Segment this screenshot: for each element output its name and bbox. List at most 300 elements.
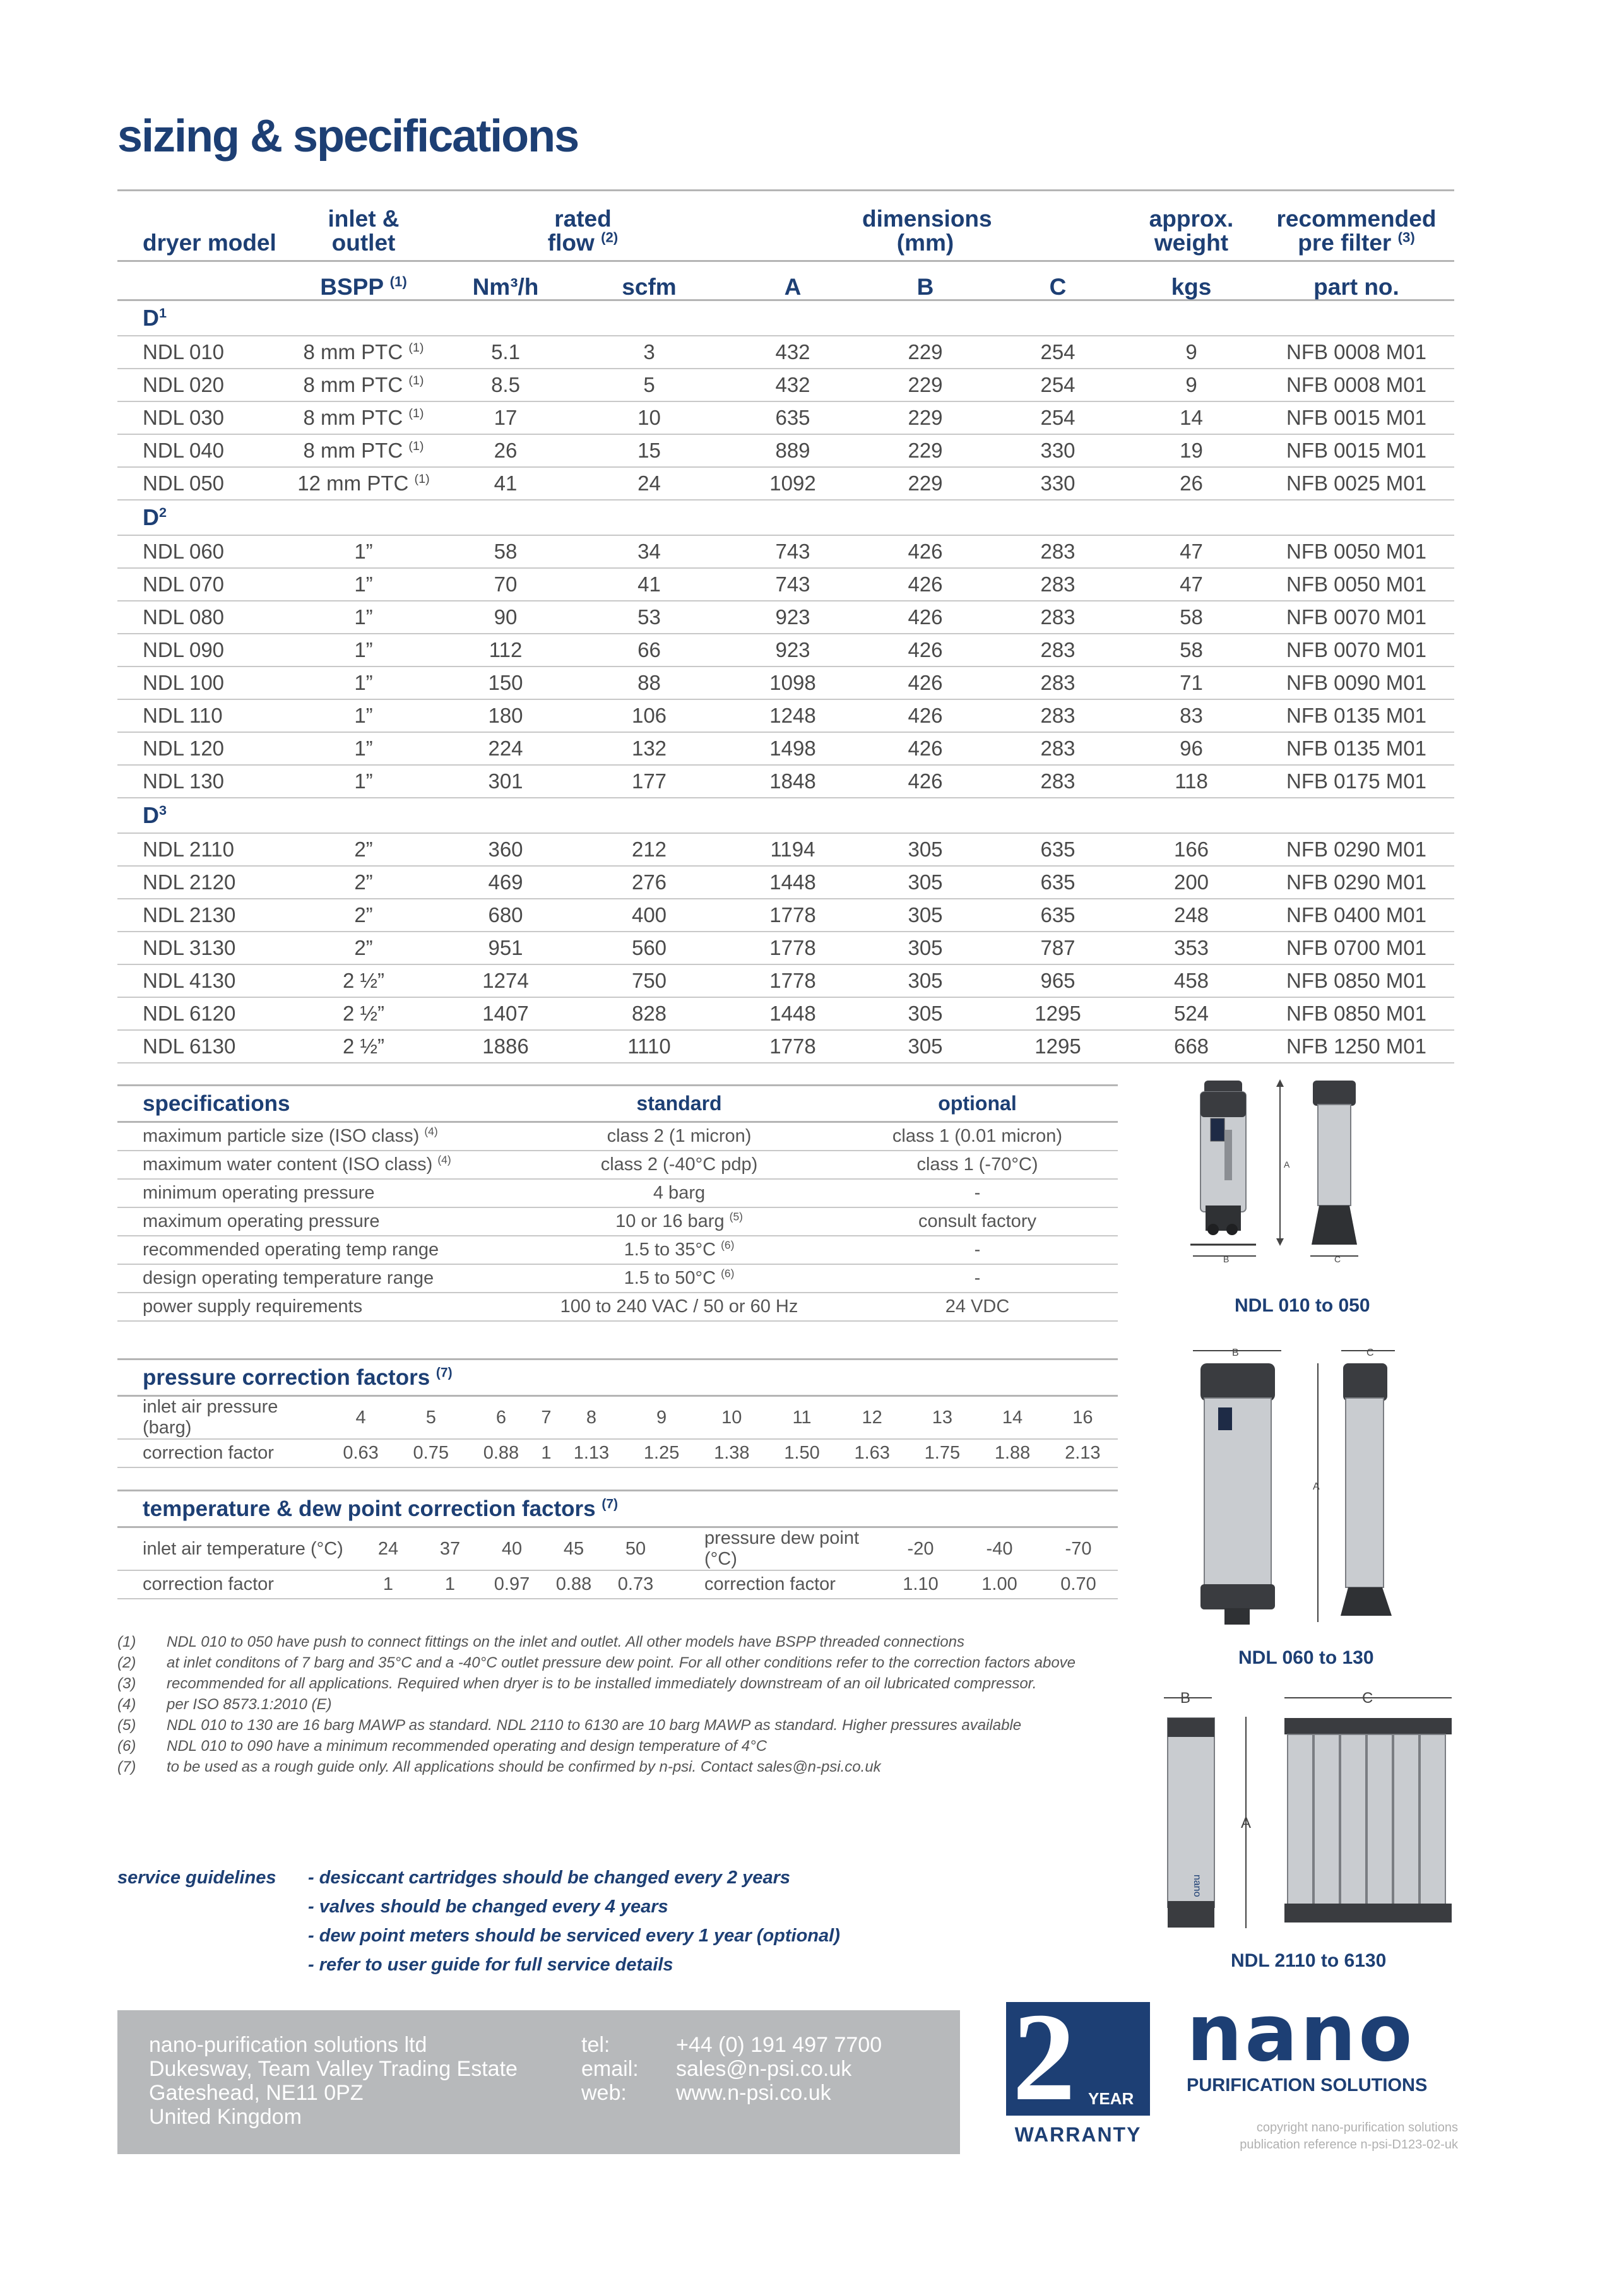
cell-inlet: 2”	[288, 833, 439, 866]
group-label: $D^3$	[117, 798, 1454, 833]
table-row	[117, 467, 1454, 500]
cell-part: NFB 0050 M01	[1259, 535, 1454, 568]
cell-b: 305	[859, 1030, 992, 1063]
footnote-text: NDL 010 to 130 are 16 barg MAWP as standard. NDL 2110 to 6130 are 10 barg MAWP as standard. Higher pressures available	[167, 1717, 1022, 1734]
temperature-label: inlet air temperature (°C)	[117, 1527, 357, 1571]
footnote-number: (2)	[117, 1654, 136, 1671]
table-row	[117, 634, 1454, 666]
sizing-table	[117, 189, 1454, 1063]
cell-model: NDL 6120	[117, 997, 288, 1030]
cell-model: NDL 4130	[117, 964, 288, 997]
cell-model: NDL 120	[117, 732, 288, 765]
cell-scfm: 88	[572, 666, 726, 699]
cell-c: 283	[992, 666, 1124, 699]
table-row	[117, 997, 1454, 1030]
cell-scfm: 15	[572, 434, 726, 467]
cell-nm3h: 58	[439, 535, 572, 568]
pressure-value: 12	[837, 1396, 907, 1440]
spec-label: recommended operating temp range	[117, 1236, 521, 1264]
spec-optional: consult factory	[837, 1207, 1118, 1236]
fig2-dim-b: B	[1232, 1348, 1239, 1358]
cell-part: NFB 0015 M01	[1259, 401, 1454, 434]
dew-value: -70	[1039, 1527, 1118, 1571]
spec-standard: class 2 (-40°C pdp)	[521, 1151, 837, 1179]
cell-model: NDL 010	[117, 336, 288, 369]
cell-inlet: 2 ½”	[288, 1030, 439, 1063]
cell-a: 1848	[726, 765, 859, 798]
cell-a: 743	[726, 568, 859, 601]
table-row	[117, 601, 1454, 634]
cell-part: NFB 0290 M01	[1259, 866, 1454, 899]
footer-address-box	[117, 2010, 960, 2154]
cell-a: 1778	[726, 964, 859, 997]
dew-factor: 1.00	[960, 1570, 1039, 1599]
cell-a: 743	[726, 535, 859, 568]
cell-inlet: 8 mm PTC $^{(1)}$	[288, 369, 439, 401]
cell-b: 305	[859, 899, 992, 932]
contact-key: email:	[581, 2057, 639, 2081]
table-row	[117, 765, 1454, 798]
cell-scfm: 3	[572, 336, 726, 369]
copyright-line: copyright nano-purification solutions	[1256, 2121, 1458, 2135]
cell-part: NFB 0050 M01	[1259, 568, 1454, 601]
cell-model: NDL 020	[117, 369, 288, 401]
pressure-value: 11	[767, 1396, 837, 1440]
address-line: United Kingdom	[149, 2105, 302, 2129]
col-optional: optional	[837, 1086, 1118, 1122]
cell-part: NFB 0850 M01	[1259, 997, 1454, 1030]
contact-value[interactable]: sales@n-psi.co.uk	[676, 2057, 852, 2081]
dew-value: -20	[881, 1527, 960, 1571]
cell-c: 283	[992, 732, 1124, 765]
temperature-factor-label: correction factor	[117, 1570, 357, 1599]
table-row	[117, 699, 1454, 732]
address-line: nano-purification solutions ltd	[149, 2033, 427, 2057]
cell-part: NFB 0015 M01	[1259, 434, 1454, 467]
fig3-dim-b: B	[1180, 1690, 1191, 1707]
cell-model: NDL 040	[117, 434, 288, 467]
pressure-value: 10	[697, 1396, 767, 1440]
cell-c: 283	[992, 699, 1124, 732]
cell-nm3h: 26	[439, 434, 572, 467]
cell-nm3h: 951	[439, 932, 572, 964]
cell-kg: 9	[1124, 336, 1259, 369]
cell-c: 1295	[992, 1030, 1124, 1063]
cell-a: 923	[726, 634, 859, 666]
logo-subtitle: PURIFICATION SOLUTIONS	[1187, 2075, 1428, 2095]
footnote	[117, 1717, 1118, 1734]
cell-kg: 83	[1124, 699, 1259, 732]
spec-standard: 4 barg	[521, 1179, 837, 1207]
temp-factor: 0.73	[605, 1570, 667, 1599]
cell-c: 965	[992, 964, 1124, 997]
cell-nm3h: 180	[439, 699, 572, 732]
header-scfm: scfm	[572, 261, 726, 300]
cell-model: NDL 030	[117, 401, 288, 434]
spec-optional: -	[837, 1179, 1118, 1207]
cell-part: NFB 0008 M01	[1259, 336, 1454, 369]
pressure-correction-title: pressure correction factors $^{(7)}$	[117, 1360, 1118, 1396]
service-label: service guidelines	[117, 1868, 276, 1888]
table-row	[117, 568, 1454, 601]
temperature-correction-title: temperature & dew point correction factors $^{(7)}$	[117, 1491, 1118, 1527]
cell-c: 254	[992, 369, 1124, 401]
cell-c: 283	[992, 765, 1124, 798]
dim-c-label: C	[1334, 1254, 1341, 1264]
cell-b: 426	[859, 699, 992, 732]
footnote	[117, 1738, 1118, 1755]
pressure-factor: 0.63	[326, 1439, 396, 1467]
cell-kg: 353	[1124, 932, 1259, 964]
group-label: $D^2$	[117, 500, 1454, 535]
cell-part: NFB 0135 M01	[1259, 699, 1454, 732]
service-item: - valves should be changed every 4 years	[308, 1897, 668, 1917]
temp-value: 45	[543, 1527, 605, 1571]
cell-model: NDL 090	[117, 634, 288, 666]
cell-scfm: 212	[572, 833, 726, 866]
cell-model: NDL 050	[117, 467, 288, 500]
cell-nm3h: 90	[439, 601, 572, 634]
cell-nm3h: 8.5	[439, 369, 572, 401]
spec-row	[117, 1179, 1118, 1207]
pressure-factor: 0.88	[466, 1439, 536, 1467]
pressure-value: 5	[396, 1396, 466, 1440]
cell-c: 283	[992, 634, 1124, 666]
pressure-factor: 1.25	[627, 1439, 697, 1467]
fig2-dim-a: A	[1313, 1481, 1320, 1492]
cell-scfm: 132	[572, 732, 726, 765]
unit-brand-label: nano	[1192, 1875, 1202, 1897]
header-rated-flow: rated flow $^{(2)}$	[439, 191, 726, 261]
fig3-dim-a: A	[1241, 1815, 1252, 1832]
header-kgs: kgs	[1124, 261, 1259, 300]
table-row	[117, 401, 1454, 434]
cell-a: 1098	[726, 666, 859, 699]
cell-kg: 14	[1124, 401, 1259, 434]
cell-kg: 58	[1124, 634, 1259, 666]
cell-kg: 71	[1124, 666, 1259, 699]
cell-nm3h: 41	[439, 467, 572, 500]
pressure-value: 9	[627, 1396, 697, 1440]
pressure-factor: 1.13	[556, 1439, 626, 1467]
table-row	[117, 1030, 1454, 1063]
cell-model: NDL 100	[117, 666, 288, 699]
cell-part: NFB 0850 M01	[1259, 964, 1454, 997]
cell-inlet: 8 mm PTC $^{(1)}$	[288, 434, 439, 467]
cell-b: 426	[859, 601, 992, 634]
temp-value: 40	[481, 1527, 543, 1571]
header-dryer-model: dryer model	[117, 191, 288, 261]
cell-inlet: 12 mm PTC $^{(1)}$	[288, 467, 439, 500]
cell-nm3h: 70	[439, 568, 572, 601]
copyright	[1180, 2119, 1458, 2153]
cell-inlet: 1”	[288, 601, 439, 634]
fig2-dim-c: C	[1366, 1348, 1374, 1358]
cell-b: 305	[859, 997, 992, 1030]
footnote-number: (4)	[117, 1696, 136, 1713]
warranty-text: WARRANTY	[1014, 2123, 1142, 2146]
footnote	[117, 1675, 1118, 1692]
cell-inlet: 2”	[288, 866, 439, 899]
footnote-number: (3)	[117, 1675, 136, 1692]
footnote	[117, 1633, 1118, 1650]
cell-model: NDL 060	[117, 535, 288, 568]
cell-b: 426	[859, 666, 992, 699]
cell-a: 1448	[726, 997, 859, 1030]
cell-kg: 47	[1124, 535, 1259, 568]
temp-factor: 0.97	[481, 1570, 543, 1599]
group-row	[117, 300, 1454, 336]
table-row	[117, 535, 1454, 568]
footnote-text: to be used as a rough guide only. All applications should be confirmed by n-psi. Contact sales@n-psi.co.uk	[167, 1758, 881, 1775]
spec-row	[117, 1236, 1118, 1264]
service-item: - refer to user guide for full service details	[308, 1955, 673, 1975]
temp-factor: 0.88	[543, 1570, 605, 1599]
cell-model: NDL 6130	[117, 1030, 288, 1063]
cell-a: 1092	[726, 467, 859, 500]
cell-scfm: 41	[572, 568, 726, 601]
cell-model: NDL 080	[117, 601, 288, 634]
publication-ref: publication reference n-psi-D123-02-uk	[1240, 2138, 1458, 2152]
pressure-factor: 1.75	[907, 1439, 977, 1467]
specifications-title: specifications	[117, 1086, 521, 1122]
specifications-section	[117, 1084, 1118, 1322]
group-label: $D^1$	[117, 300, 1454, 336]
header-bspp: BSPP $^{(1)}$	[288, 261, 439, 300]
cell-c: 635	[992, 866, 1124, 899]
cell-scfm: 106	[572, 699, 726, 732]
cell-b: 229	[859, 336, 992, 369]
cell-b: 229	[859, 369, 992, 401]
header-dim-a: A	[726, 261, 859, 300]
cell-nm3h: 1886	[439, 1030, 572, 1063]
table-row	[117, 932, 1454, 964]
table-row	[117, 666, 1454, 699]
cell-inlet: 1”	[288, 666, 439, 699]
header-weight: approx. weight	[1124, 191, 1259, 261]
spec-label: maximum particle size (ISO class) $^{(4)}$	[117, 1122, 521, 1151]
cell-kg: 524	[1124, 997, 1259, 1030]
spec-optional: 24 VDC	[837, 1293, 1118, 1321]
pressure-label: inlet air pressure (barg)	[117, 1396, 326, 1440]
cell-scfm: 66	[572, 634, 726, 666]
cell-scfm: 53	[572, 601, 726, 634]
pressure-value: 8	[556, 1396, 626, 1440]
cell-nm3h: 17	[439, 401, 572, 434]
cell-kg: 58	[1124, 601, 1259, 634]
address-line: Gateshead, NE11 0PZ	[149, 2081, 364, 2105]
cell-part: NFB 0700 M01	[1259, 932, 1454, 964]
pressure-factor: 1	[536, 1439, 557, 1467]
table-row	[117, 434, 1454, 467]
service-item: - desiccant cartridges should be changed every 2 years	[308, 1868, 790, 1888]
cell-model: NDL 2130	[117, 899, 288, 932]
pressure-factor: 1.63	[837, 1439, 907, 1467]
fig2-caption: NDL 060 to 130	[1238, 1647, 1374, 1668]
cell-kg: 118	[1124, 765, 1259, 798]
spec-row	[117, 1122, 1118, 1151]
contact-value[interactable]: www.n-psi.co.uk	[676, 2081, 831, 2105]
dew-point-label: pressure dew point (°C)	[667, 1527, 881, 1571]
temp-factor: 1	[419, 1570, 481, 1599]
footnote-text: NDL 010 to 090 have a minimum recommended operating and design temperature of 4°C	[167, 1738, 768, 1755]
fig3-caption: NDL 2110 to 6130	[1231, 1950, 1387, 1971]
cell-c: 283	[992, 535, 1124, 568]
table-row	[117, 336, 1454, 369]
temp-factor: 1	[357, 1570, 419, 1599]
cell-b: 305	[859, 932, 992, 964]
pressure-value: 6	[466, 1396, 536, 1440]
cell-nm3h: 1274	[439, 964, 572, 997]
cell-a: 889	[726, 434, 859, 467]
cell-kg: 96	[1124, 732, 1259, 765]
cell-scfm: 5	[572, 369, 726, 401]
cell-part: NFB 1250 M01	[1259, 1030, 1454, 1063]
cell-b: 305	[859, 866, 992, 899]
cell-kg: 668	[1124, 1030, 1259, 1063]
temperature-correction-section	[117, 1490, 1118, 1599]
group-row	[117, 798, 1454, 833]
cell-a: 1498	[726, 732, 859, 765]
cell-c: 635	[992, 833, 1124, 866]
cell-nm3h: 5.1	[439, 336, 572, 369]
spec-standard: 100 to 240 VAC / 50 or 60 Hz	[521, 1293, 837, 1321]
cell-c: 283	[992, 601, 1124, 634]
cell-model: NDL 2120	[117, 866, 288, 899]
spec-optional: -	[837, 1236, 1118, 1264]
cell-c: 635	[992, 899, 1124, 932]
logo-word: nano	[1187, 1988, 1415, 2079]
pressure-value: 13	[907, 1396, 977, 1440]
group-row	[117, 500, 1454, 535]
temp-value: 50	[605, 1527, 667, 1571]
ndl-060-130-illustration	[1187, 1338, 1452, 1647]
cell-a: 923	[726, 601, 859, 634]
dew-value: -40	[960, 1527, 1039, 1571]
dew-factor-label: correction factor	[667, 1570, 881, 1599]
header-inlet: inlet & outlet	[288, 191, 439, 261]
spec-row	[117, 1207, 1118, 1236]
pressure-correction-section	[117, 1358, 1118, 1468]
fig3-dim-c: C	[1362, 1690, 1373, 1707]
cell-inlet: 1”	[288, 535, 439, 568]
ndl-010-050-illustration	[1187, 1073, 1452, 1281]
spec-standard: class 2 (1 micron)	[521, 1122, 837, 1151]
cell-a: 635	[726, 401, 859, 434]
dew-factor: 1.10	[881, 1570, 960, 1599]
cell-inlet: 2”	[288, 932, 439, 964]
pressure-value: 4	[326, 1396, 396, 1440]
cell-b: 426	[859, 535, 992, 568]
cell-c: 283	[992, 568, 1124, 601]
cell-inlet: 2 ½”	[288, 997, 439, 1030]
cell-inlet: 1”	[288, 568, 439, 601]
cell-model: NDL 2110	[117, 833, 288, 866]
cell-nm3h: 360	[439, 833, 572, 866]
cell-part: NFB 0090 M01	[1259, 666, 1454, 699]
cell-kg: 19	[1124, 434, 1259, 467]
contact-line	[581, 2057, 882, 2081]
pressure-factor: 1.88	[977, 1439, 1047, 1467]
cell-part: NFB 0070 M01	[1259, 601, 1454, 634]
cell-c: 330	[992, 434, 1124, 467]
spec-label: maximum operating pressure	[117, 1207, 521, 1236]
cell-a: 1778	[726, 1030, 859, 1063]
cell-scfm: 177	[572, 765, 726, 798]
pressure-value: 16	[1048, 1396, 1118, 1440]
cell-b: 426	[859, 634, 992, 666]
cell-scfm: 10	[572, 401, 726, 434]
cell-inlet: 8 mm PTC $^{(1)}$	[288, 401, 439, 434]
contact-value[interactable]: +44 (0) 191 497 7700	[676, 2033, 882, 2057]
cell-scfm: 828	[572, 997, 726, 1030]
cell-b: 426	[859, 732, 992, 765]
cell-a: 1778	[726, 899, 859, 932]
spec-row	[117, 1264, 1118, 1293]
cell-kg: 9	[1124, 369, 1259, 401]
header-dimensions: dimensions (mm)	[726, 191, 1124, 261]
spec-standard: 10 or 16 barg $^{(5)}$	[521, 1207, 837, 1236]
cell-a: 1248	[726, 699, 859, 732]
cell-kg: 26	[1124, 467, 1259, 500]
header-part-no: part no.	[1259, 261, 1454, 300]
cell-a: 432	[726, 369, 859, 401]
pressure-factor: 1.38	[697, 1439, 767, 1467]
table-row	[117, 964, 1454, 997]
pressure-factor: 0.75	[396, 1439, 466, 1467]
nano-logo	[1187, 1988, 1458, 2096]
contact-line	[581, 2081, 882, 2105]
table-row	[117, 866, 1454, 899]
header-dim-c: C	[992, 261, 1124, 300]
cell-a: 1778	[726, 932, 859, 964]
spec-label: design operating temperature range	[117, 1264, 521, 1293]
cell-kg: 458	[1124, 964, 1259, 997]
cell-part: NFB 0175 M01	[1259, 765, 1454, 798]
cell-inlet: 2 ½”	[288, 964, 439, 997]
table-row	[117, 899, 1454, 932]
header-dim-b: B	[859, 261, 992, 300]
header-prefilter: recommended pre filter $^{(3)}$	[1259, 191, 1454, 261]
cell-b: 305	[859, 833, 992, 866]
cell-c: 1295	[992, 997, 1124, 1030]
footnote-text: at inlet conditons of 7 barg and 35°C and a -40°C outlet pressure dew point. For all other conditions refer to the correction factors above	[167, 1654, 1076, 1671]
cell-inlet: 1”	[288, 732, 439, 765]
cell-a: 432	[726, 336, 859, 369]
spec-standard: 1.5 to 50°C $^{(6)}$	[521, 1264, 837, 1293]
footnote-number: (7)	[117, 1758, 136, 1775]
footnote	[117, 1654, 1118, 1671]
cell-inlet: 1”	[288, 765, 439, 798]
footnote	[117, 1758, 1118, 1775]
cell-scfm: 1110	[572, 1030, 726, 1063]
cell-b: 229	[859, 434, 992, 467]
cell-nm3h: 469	[439, 866, 572, 899]
warranty-badge	[1006, 1988, 1150, 2153]
cell-a: 1194	[726, 833, 859, 866]
cell-nm3h: 301	[439, 765, 572, 798]
header-nm3h: Nm³/h	[439, 261, 572, 300]
cell-model: NDL 110	[117, 699, 288, 732]
cell-inlet: 8 mm PTC $^{(1)}$	[288, 336, 439, 369]
footnote	[117, 1696, 1118, 1713]
dim-a-label: A	[1284, 1159, 1290, 1170]
spec-label: power supply requirements	[117, 1293, 521, 1321]
pressure-factor: 2.13	[1048, 1439, 1118, 1467]
pressure-value: 7	[536, 1396, 557, 1440]
contact-key: tel:	[581, 2033, 610, 2057]
cell-c: 787	[992, 932, 1124, 964]
